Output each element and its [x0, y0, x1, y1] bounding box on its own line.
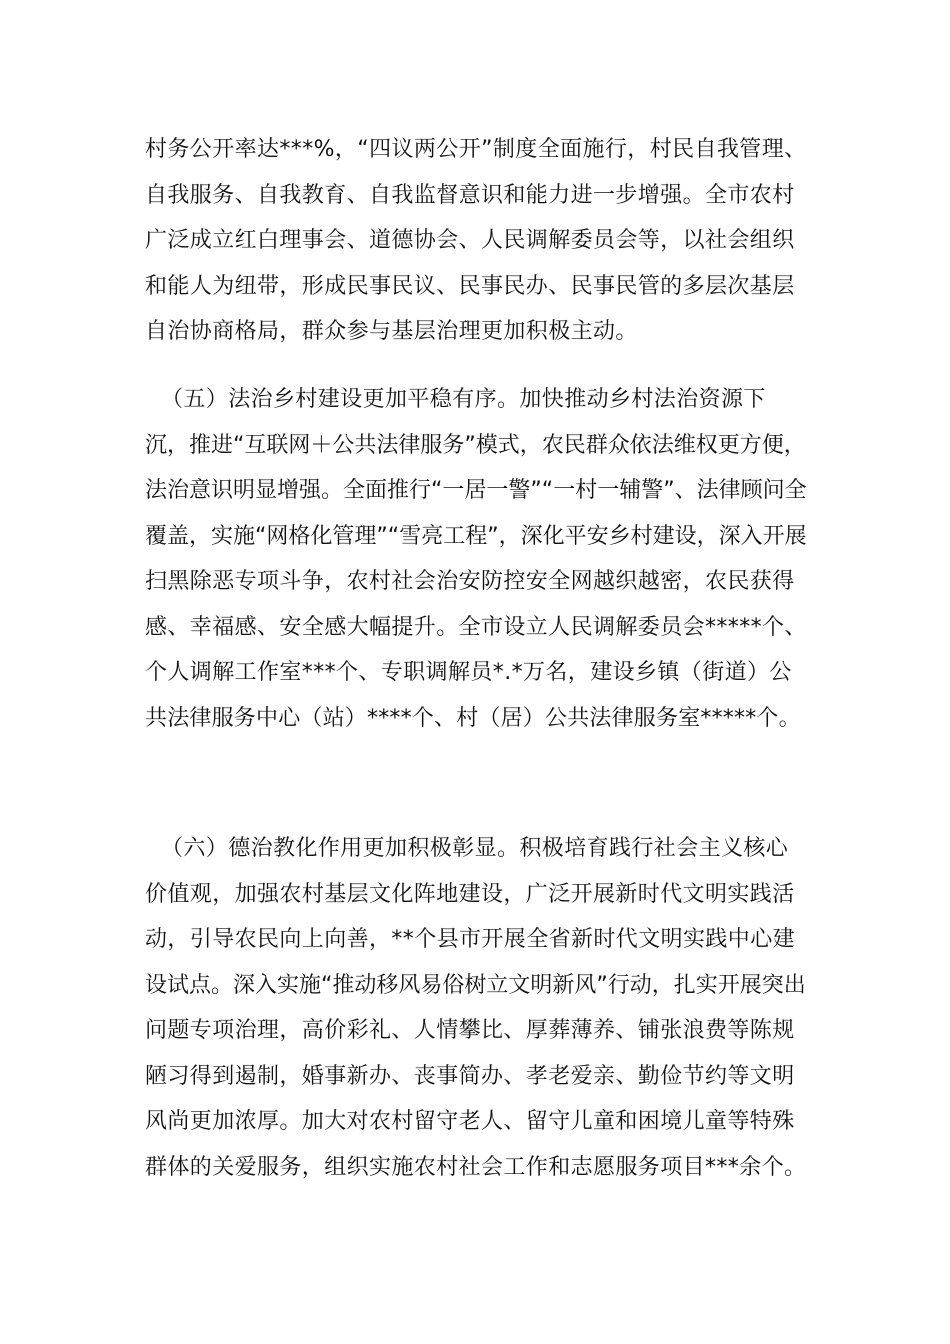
text-line: 风尚更加浓厚。加大对农村留守老人、留守儿童和困境儿童等特殊	[145, 1109, 795, 1134]
text-line: 扫黑除恶专项斗争，农村社会治安防控安全网越织越密，农民获得	[145, 569, 795, 594]
text-line: 设试点。深入实施“推动移风易俗树立文明新风”行动，扎实开展突出	[145, 972, 806, 998]
text-line: 自治协商格局，群众参与基层治理更加积极主动。	[145, 319, 638, 344]
text-line: （六）德治教化作用更加积极彰显。积极培育践行社会主义核心	[161, 836, 789, 861]
text-line: 问题专项治理，高价彩礼、人情攀比、厚葬薄养、铺张浪费等陈规	[145, 1018, 795, 1043]
text-line: 动，引导农民向上向善，**个县市开展全省新时代文明实践中心建	[145, 927, 796, 952]
paragraph-moral-education	[145, 826, 807, 1190]
text-line: 共法律服务中心（站）****个、村（居）公共法律服务室*****个。	[145, 705, 801, 731]
text-line: 和能人为纽带，形成民事民议、民事民办、民事民管的多层次基层	[145, 273, 795, 299]
text-line: 群体的关爱服务，组织实施农村社会工作和志愿服务项目***余个。	[145, 1154, 807, 1180]
text-line: （五）法治乡村建设更加平稳有序。加快推动乡村法治资源下	[161, 387, 766, 412]
text-line: 陋习得到遏制，婚事新办、丧事简办、孝老爱亲、勤俭节约等文明	[145, 1063, 795, 1089]
paragraph-rule-of-law	[145, 377, 807, 741]
paragraph-village-autonomy	[145, 127, 807, 355]
text-line: 感、幸福感、安全感大幅提升。全市设立人民调解委员会*****个、	[145, 614, 807, 640]
text-line: 个人调解工作室***个、专职调解员*.*万名，建设乡镇（街道）公	[145, 660, 792, 685]
text-line: 覆盖，实施“网格化管理”“雪亮工程”，深化平安乡村建设，深入开展	[145, 523, 807, 549]
text-line: 价值观，加强农村基层文化阵地建设，广泛开展新时代文明实践活	[145, 881, 795, 907]
text-line: 沉，推进“互联网＋公共法律服务”模式，农民群众依法维权更方便，	[145, 432, 806, 458]
text-line: 广泛成立红白理事会、道德协会、人民调解委员会等，以社会组织	[145, 228, 795, 253]
text-line: 自我服务、自我教育、自我监督意识和能力进一步增强。全市农村	[145, 182, 795, 208]
text-line: 村务公开率达***%，“四议两公开”制度全面施行，村民自我管理、	[145, 137, 807, 162]
text-line: 法治意识明显增强。全面推行“一居一警”“一村一辅警”、法律顾问全	[145, 478, 807, 503]
